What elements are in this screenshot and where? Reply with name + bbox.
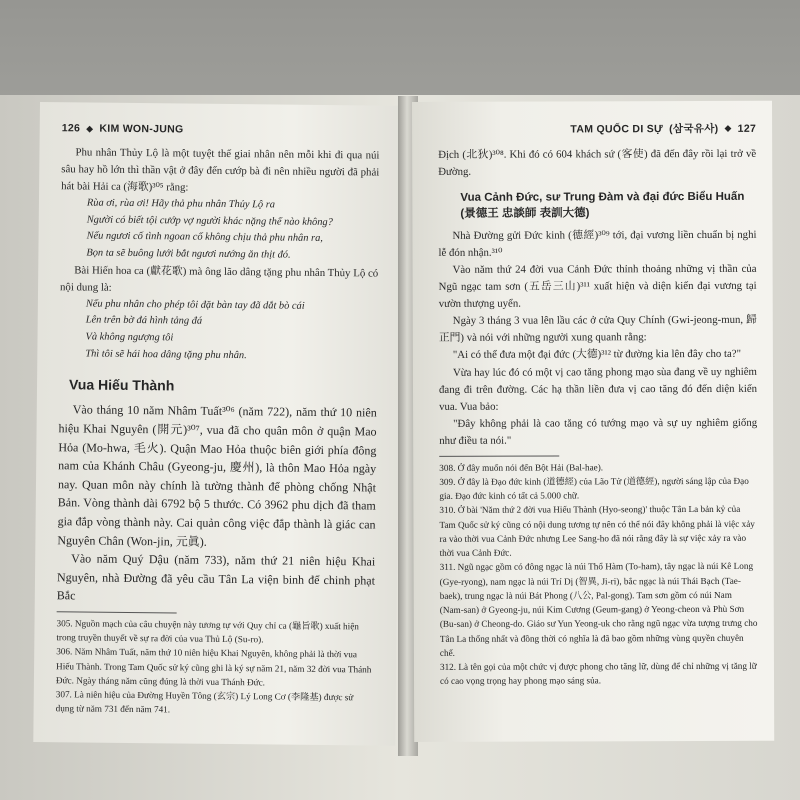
footnote-311: 311. Ngũ ngạc gồm có đông ngạc là núi Thổ Hàm (To-ham), tây ngạc là núi Kê Long (Gye-ryong), nam ngạc là núi Trí Dị (智異, Ji-ri), bắc ngạc là núi Thái Bạch (Tae-baek), trung ngạc là núi Bát Phong (八公, Pal-gong). Tam sơn gồm có núi Nam (Nam-san) ở Gyeong-ju, núi Kim Cương (Geum-gang) ở Yeong-cheon và Phù Sơn (Bu-san) ở Cheong-do. Giáo sư Yun Yeong-uk cho rằng ngũ ngạc vừa tượng trưng cho Tân La thống nhất và đồng thời có nghĩa là đã bao gồm những vùng quyền chuyên chế. [439, 561, 758, 658]
footnote-310: 310. Ở bài 'Năm thứ 2 đời vua Hiếu Thành (Hyo-seong)' thuộc Tân La bản kỷ của Tam Quốc sử ký cũng có nội dung tương tự nên có thể nói đây không phải là việc xảy ra vào thời vua Cảnh Đức nhưng Lee Sang-ho đã nói rằng đây là sự việc xảy ra vào thời vua Cảnh Đức. [439, 504, 755, 559]
verse-line: Nếu phu nhân cho phép tôi đặt bàn tay đã dắt bò cái [85, 298, 305, 312]
diamond-ornament-icon: ◆ [86, 122, 94, 134]
footnote-309: 309. Ở đây là Đạo đức kinh (道德經) của Lão Tử (道德經), người sáng lập của Đạo gia. Đạo đức kinh có tất cả 5.000 chữ. [439, 475, 749, 502]
right-page [412, 101, 774, 742]
body-paragraph: Vừa hay lúc đó có một vị cao tăng phong mạo sùa đang về uy nghiêm đang đi trên đường. Các hạ thần liền đưa vị cao tăng đó đến diện kiến vua. Vua bảo: [438, 365, 758, 413]
body-paragraph: Ngày 3 tháng 3 vua lên lầu các ở cửa Quy Chính (Gwi-jeong-mun, 歸正門) và nói với những người xung quanh rằng: [438, 314, 757, 345]
book-title-hangul: (삼국유사) [669, 122, 719, 136]
verse-line: Người có biết tội cướp vợ người khác nặng thế nào không? [86, 214, 333, 228]
section-title-canh-duc [460, 190, 756, 222]
verse-hai-ca [60, 195, 379, 265]
verse-line: Lên trên bờ đá hình tảng đá [85, 314, 203, 328]
body-paragraph: Vào năm thứ 24 đời vua Cảnh Đức thỉnh thoảng những vị thần của Ngũ ngạc tam sơn (五岳三山)³¹¹ xuất hiện và diện kiến đại vương tại vườn thượng uyển. [438, 263, 757, 311]
section-title-text: Vua Cảnh Đức, sư Trung Đàm và đại đức Biểu Huấn [460, 190, 745, 204]
footnote-312: 312. Là tên gọi của một chức vị được phong cho tăng lữ, dùng để chỉ những vị tăng lữ có cao vọng trọng hay phong mạo sáng sủa. [439, 661, 757, 687]
right-page-number: 127 [737, 122, 757, 135]
footnote-306: 306. Năm Nhâm Tuất, năm thứ 10 niên hiệu Khai Nguyên, không phải là thời vua Hiếu Thành. Trong Tam Quốc sử ký cũng ghi là ký sự năm 21, năm 32 đời vua Thánh Đức. Ngày tháng năm cũng đúng là thời vua Thánh Đức. [55, 646, 372, 688]
right-running-head [438, 121, 756, 137]
verse-line: Rùa ơi, rùa ơi! Hãy thả phu nhân Thủy Lộ ra [86, 197, 276, 211]
footnote-rule [57, 611, 177, 613]
footnote-rule [439, 455, 559, 456]
quote-paragraph: "Đây không phải là cao tăng có tướng mạo và sự uy nghiêm giống như điều ta nói." [439, 416, 758, 447]
author-name: KIM WON-JUNG [99, 122, 184, 136]
left-page-number: 126 [61, 122, 81, 135]
verse-line: Thì tôi sẽ hái hoa dâng tặng phu nhân. [85, 348, 247, 361]
verse-line: Và không ngượng tôi [85, 331, 174, 344]
poem-intro-paragraph: Bài Hiến hoa ca (獻花歌) mà ông lão dâng tặng phu nhân Thủy Lộ có nội dung là: [60, 264, 379, 294]
body-paragraph: Nhà Đường gửi Đức kinh (德經)³⁰⁹ tới, đại vương liền chuẩn bị nghi lễ đón nhận.³¹⁰ [438, 228, 757, 260]
intro-paragraph: Phu nhân Thủy Lộ là một tuyệt thế giai nhân nên mỗi khi đi qua núi sâu hay hồ lớn thì thần vật ở đây đến cướp bà đi nên nhiều người đã phải hát bài Hải ca (海歌)³⁰⁵ rằng: [61, 146, 380, 194]
book-title: TAM QUỐC DI SỰ [570, 122, 664, 135]
quote-paragraph: "Ai có thể đưa một đại đức (大德)³¹² từ đường kia lên đây cho ta?" [452, 348, 742, 362]
verse-hien-hoa-ca [59, 296, 378, 366]
footnote-307: 307. Là niên hiệu của Đường Huyền Tông (玄宗) Lý Long Cơ (李隆基) được sử dụng từ năm 731 đến năm 741. [55, 689, 354, 715]
section-title-hanja: (景德王 忠談師 表訓大德) [460, 206, 590, 220]
left-page [33, 102, 402, 746]
body-paragraph: Vào tháng 10 năm Nhâm Tuất³⁰⁶ (năm 722), năm thứ 10 niên hiệu Khai Nguyên (開元)³⁰⁷, vua đã cho quân môn ở quận Mao Hỏa (Mo-hwa, 毛火). Quận Mao Hỏa thuộc biên giới phía đông nam của Khánh Châu (Gyeong-ju, 慶州), là thôn Mao Hỏa ngày nay. Quan môn này chính là tường thành để phòng chống Nhật Bản. Vòng thành dài 6792 bộ 5 thước. Có 3962 phu dịch đã tham gia đắp vòng thành này. Cai quản công việc đắp thành là giác can Nguyên Chân (Won-jin, 元眞). [57, 402, 377, 549]
verse-line: Nếu ngươi cố tình ngoan cố không chịu thả phu nhân ra, [86, 230, 323, 245]
left-running-head [62, 122, 380, 137]
verse-line: Bọn ta sẽ buông lưới bắt ngươi nướng ăn thịt đó. [86, 247, 291, 261]
section-title-hieu-thanh: Vua Hiếu Thành [68, 376, 175, 394]
diamond-ornament-icon: ◆ [724, 122, 732, 133]
continued-paragraph: Địch (北狄)³⁰⁸. Khi đó có 604 khách sứ (客使) đã đến đây rồi lại trở về Đường. [438, 147, 757, 178]
footnote-308: 308. Ở đây muốn nói đến Bột Hải (Bal-hae). [439, 462, 604, 473]
footnote-305: 305. Nguồn mạch của câu chuyện này tương tự với Quy chỉ ca (龜旨歌) xuất hiện trong truyền thuyết về sự ra đời của vua Thủ Lộ (Su-ro). [56, 618, 359, 645]
body-paragraph: Vào năm Quý Dậu (năm 733), năm thứ 21 niên hiệu Khai Nguyên, nhà Đường đã yêu cầu Tân La viện binh để chinh phạt Bắc [56, 551, 376, 603]
